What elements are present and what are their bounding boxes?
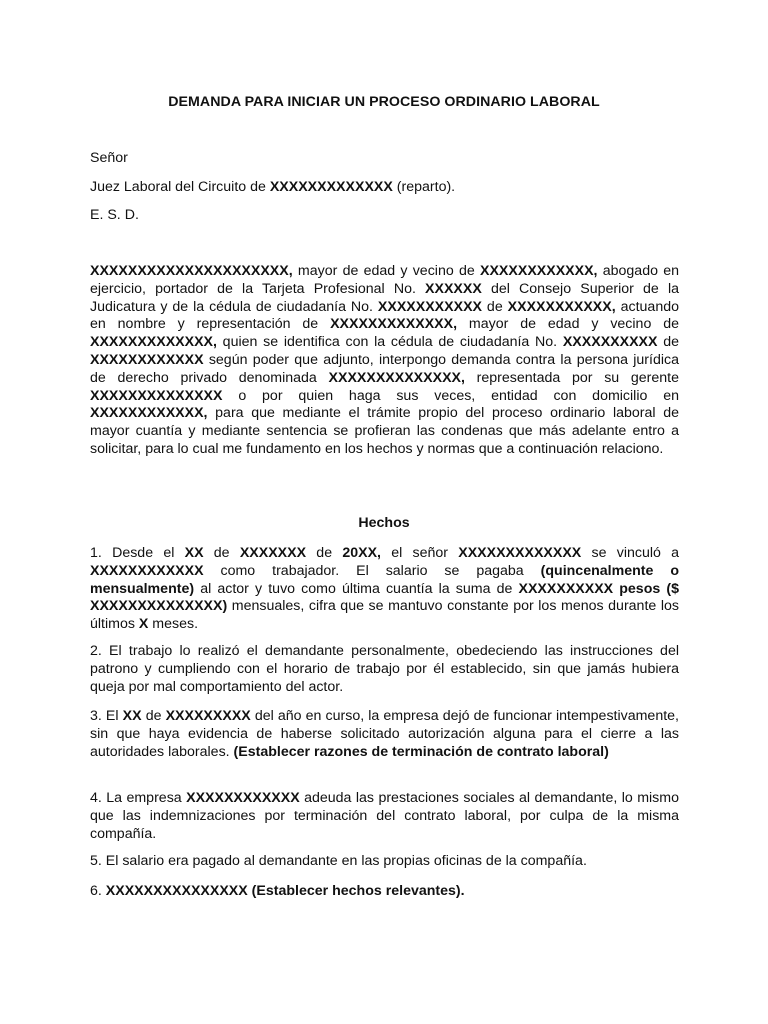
text-run: o por quien haga sus veces, entidad con domicilio en xyxy=(222,387,679,404)
bold-text-run: XXXXXXXXXXXXX xyxy=(458,545,582,561)
bold-text-run: XXXXXXX xyxy=(239,545,307,561)
salutation: Señor xyxy=(90,150,128,166)
text-run: adeuda las prestaciones sociales al demandante, lo mismo que las indemnizaciones por terminación del contrato laboral, por culpa de la misma compañía. xyxy=(90,790,679,842)
bold-text-run: XXXXXXXXXXXX xyxy=(186,790,300,806)
addressee-name: XXXXXXXXXXXXX xyxy=(269,179,393,195)
hecho-3 xyxy=(90,708,679,761)
hecho-5 xyxy=(90,853,679,871)
text-run: de xyxy=(203,545,240,561)
bold-text-run: XX xyxy=(184,545,204,561)
addressee-suffix: (reparto). xyxy=(392,179,456,195)
hecho-2 xyxy=(90,643,679,696)
text-run: de xyxy=(657,334,679,351)
bold-text-run: XXXXXXXXXX pesos ($ XXXXXXXXXXXXXX) xyxy=(90,580,679,615)
text-run: según poder que adjunto, interpongo demanda contra la persona jurídica de derecho privado denominada xyxy=(90,351,679,386)
bold-text-run: XXXXXXXXXXX, xyxy=(507,298,616,315)
text-run: 1. Desde el xyxy=(90,545,185,561)
bold-text-run: XX xyxy=(122,708,142,724)
bold-text-run: XXXXXXXXXXXX, xyxy=(480,263,598,279)
bold-text-run: XXXXXXXXXXXXX, xyxy=(90,334,217,351)
text-run: de xyxy=(482,298,508,315)
bold-text-run: 20XX, xyxy=(342,545,381,561)
bold-text-run: (quincenalmente o mensualmente) xyxy=(90,562,679,597)
text-run: 3. El xyxy=(90,708,123,724)
text-run: del Consejo Superior de la Judicatura y de la cédula de ciudadanía No. xyxy=(90,280,679,315)
text-run: 5. El salario era pagado al demandante en las propias oficinas de la compañía. xyxy=(90,853,587,869)
hecho-1 xyxy=(90,545,679,634)
bold-text-run: XXXXXXXXXX xyxy=(562,334,658,351)
bold-text-run: (Establecer razones de terminación de contrato laboral) xyxy=(233,743,609,760)
text-run: del año en curso, la empresa dejó de funcionar intempestivamente, sin que haya evidencia de haberse solicitado autorización alguna para el cierre a las autoridades laborales. xyxy=(90,708,679,760)
text-run: quien se identifica con la cédula de ciudadanía No. xyxy=(216,334,563,351)
bold-text-run: XXXXXXXXXXXXXXX (Establecer hechos relevantes). xyxy=(105,883,465,899)
document-title: DEMANDA PARA INICIAR UN PROCESO ORDINARIO LABORAL xyxy=(168,94,600,110)
text-run: el señor xyxy=(380,545,459,561)
bold-text-run: XXXXXXXXXXXX, xyxy=(90,405,208,422)
text-run: se vinculó a xyxy=(581,545,680,561)
hecho-4 xyxy=(90,790,679,843)
text-run: abogado en ejercicio, portador de la Tarjeta Profesional No. xyxy=(90,263,679,297)
text-run: mensuales, cifra que se mantuvo constante por los menos durante los últimos xyxy=(90,598,679,633)
text-run: representada por su gerente xyxy=(464,369,679,386)
bold-text-run: XXXXXXXXXXX xyxy=(377,298,482,315)
text-run: para que mediante el trámite propio del proceso ordinario laboral de mayor cuantía y mediante sentencia se profieran las condenas que más adelante entro a solicitar, para lo cual me fundamento en los hechos y normas que a continuación relaciono. xyxy=(90,405,679,457)
bold-text-run: XXXXXXXXX xyxy=(165,708,251,724)
text-run: de xyxy=(306,545,343,561)
addressee-prefix: Juez Laboral del Circuito de xyxy=(90,179,270,195)
bold-text-run: XXXXXXXXXXXXXXXXXXXXX, xyxy=(90,263,293,279)
esd-line: E. S. D. xyxy=(90,207,139,223)
text-run: actuando en nombre y representación de xyxy=(90,298,679,333)
intro-paragraph xyxy=(90,263,679,459)
bold-text-run: XXXXXXXXXXXXXX, xyxy=(328,369,465,386)
bold-text-run: XXXXXXXXXXXXX, xyxy=(330,316,458,333)
text-run: como trabajador. El salario se pagaba xyxy=(203,562,541,579)
text-run: mayor de edad y vecino de xyxy=(457,316,680,333)
bold-text-run: XXXXXX xyxy=(425,280,482,297)
hecho-6 xyxy=(90,883,679,901)
bold-text-run: X xyxy=(138,616,149,633)
bold-text-run: XXXXXXXXXXXX xyxy=(90,562,204,579)
text-run: 4. La empresa xyxy=(90,790,187,806)
bold-text-run: XXXXXXXXXXXXXX xyxy=(90,387,223,404)
text-run: mayor de edad y vecino de xyxy=(292,263,480,279)
text-run: meses. xyxy=(148,616,199,633)
text-run: de xyxy=(141,708,166,724)
hechos-title: Hechos xyxy=(358,515,410,531)
text-run: 2. El trabajo lo realizó el demandante personalmente, obedeciendo las instrucciones del patrono y cumpliendo con el horario de trabajo por él establecido, sin que jamás hubiera queja por mal comportamiento del actor. xyxy=(90,643,679,695)
text-run: 6. xyxy=(90,883,106,899)
addressee-line xyxy=(90,179,455,195)
text-run: al actor y tuvo como última cuantía la suma de xyxy=(194,580,519,597)
bold-text-run: XXXXXXXXXXXX xyxy=(90,351,204,368)
